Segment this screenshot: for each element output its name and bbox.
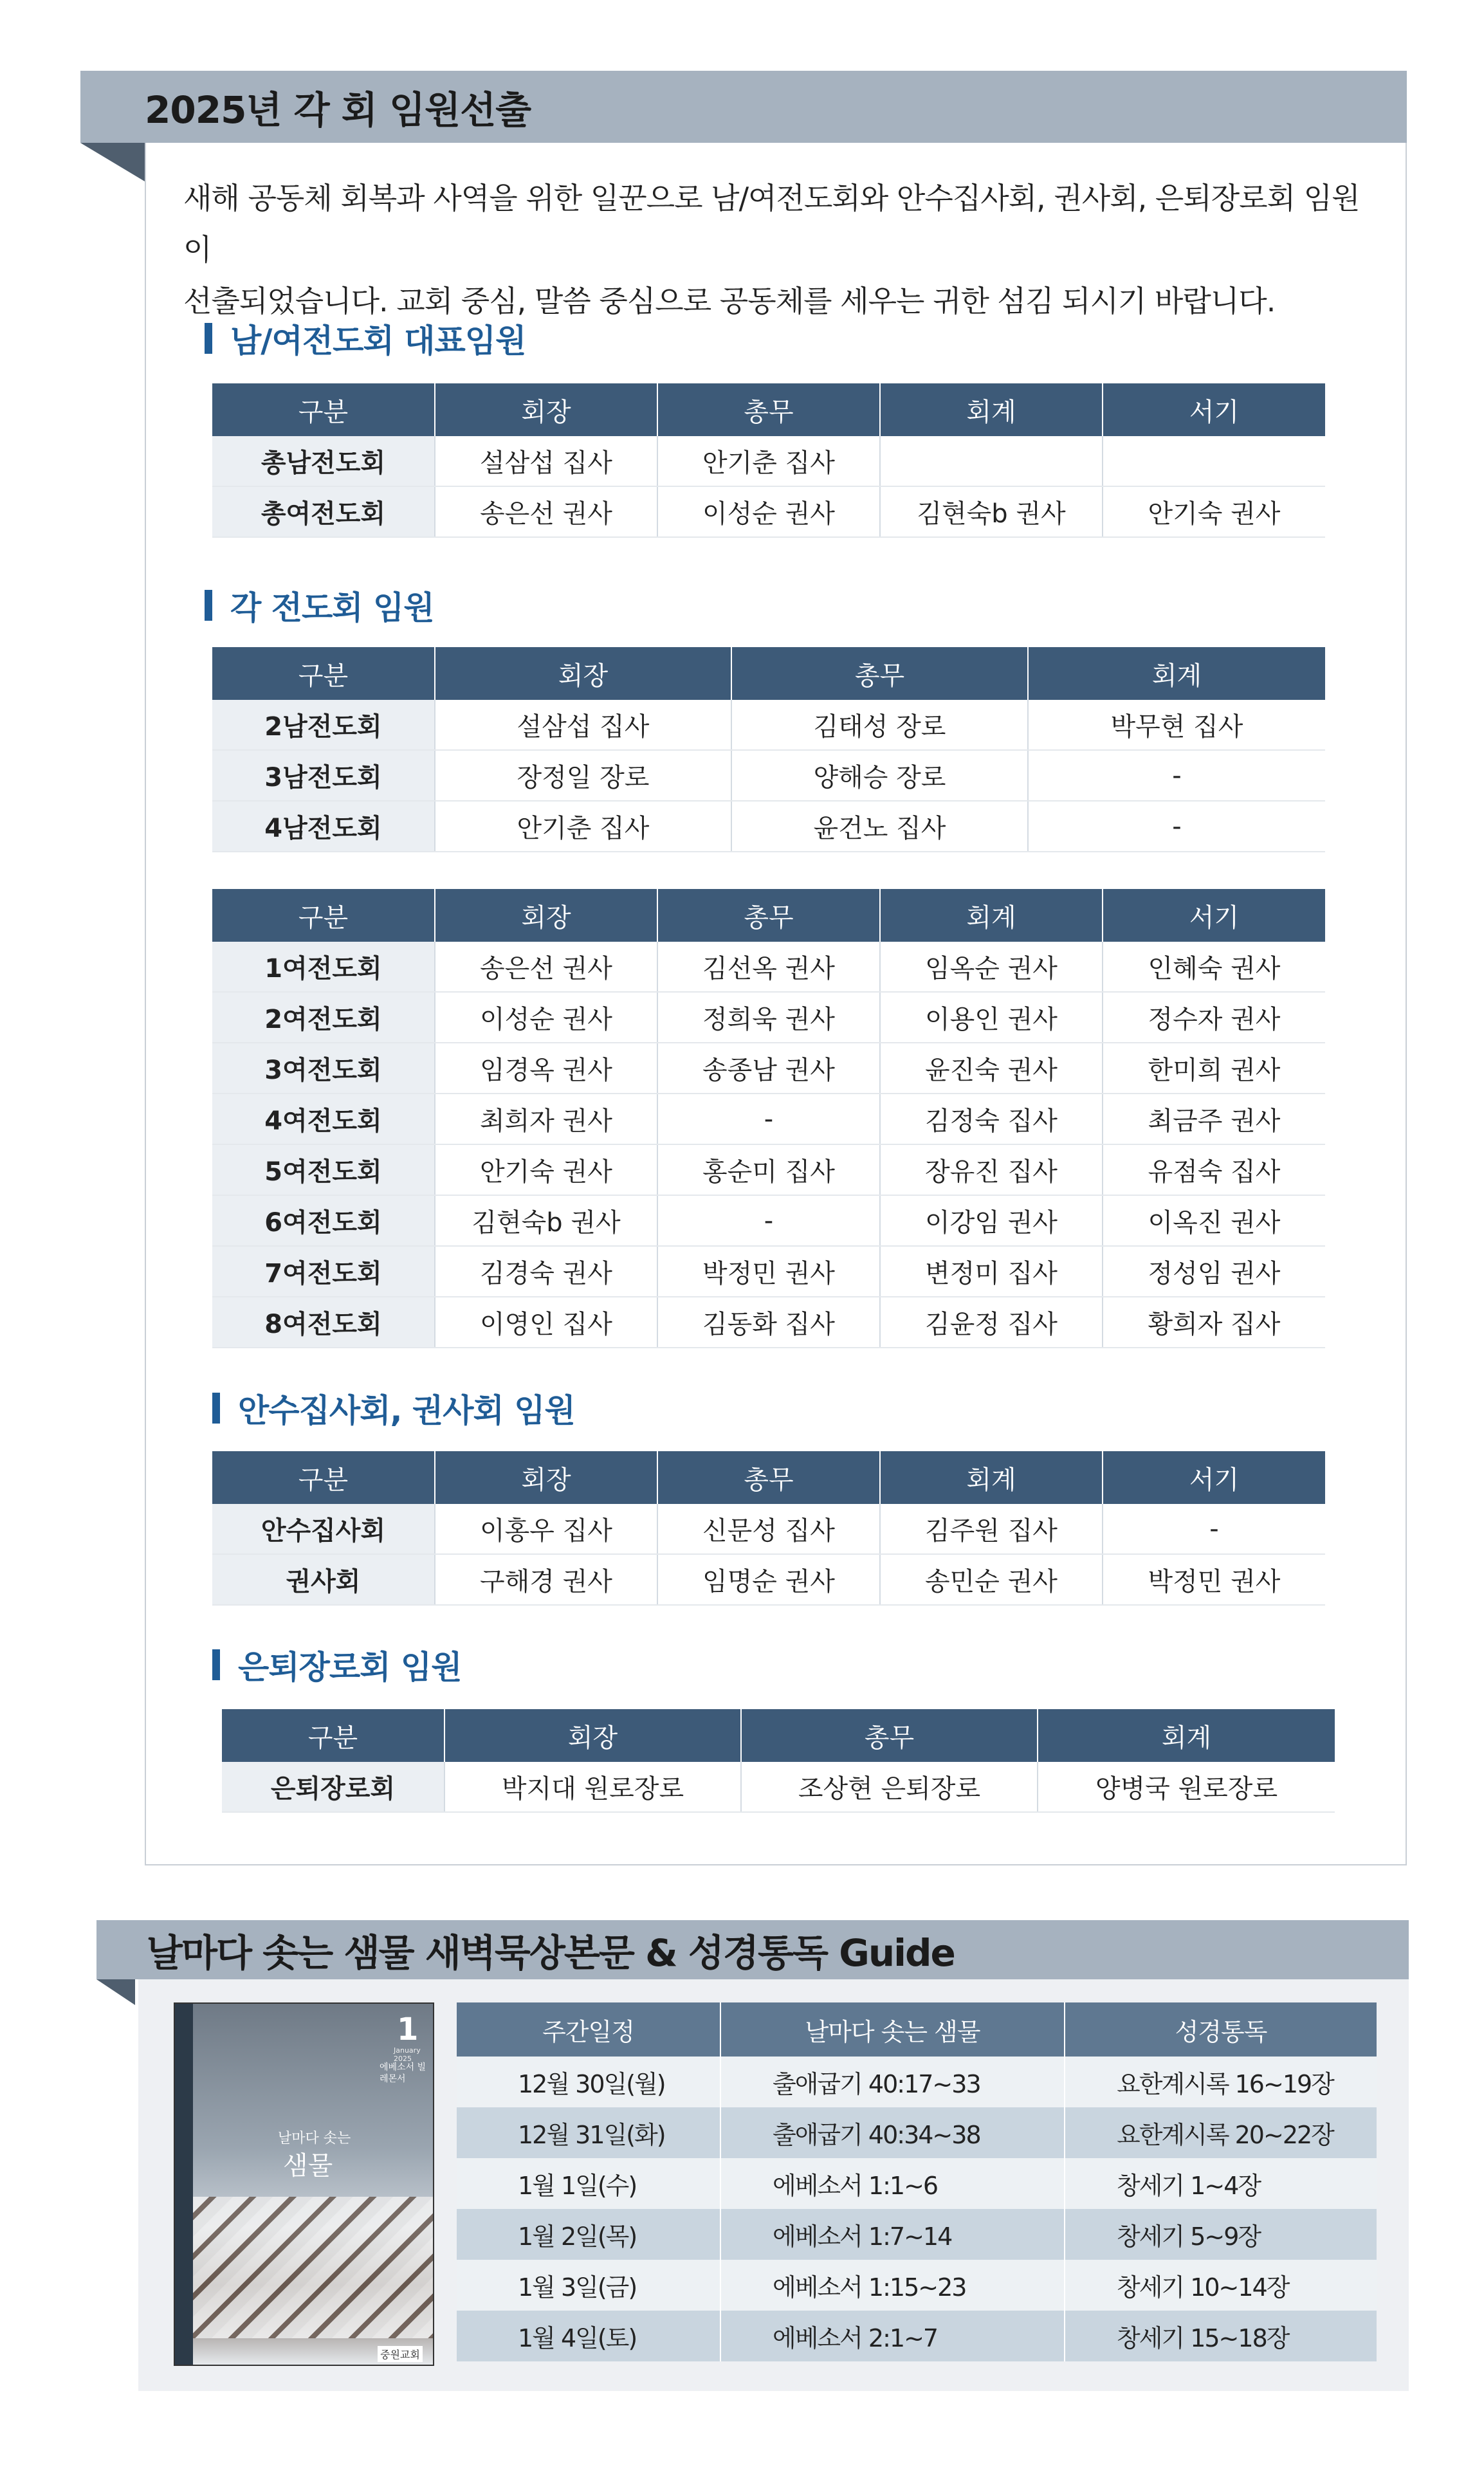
col-header: 날마다 솟는 샘물 [720, 2002, 1065, 2057]
cell: 안기숙 권사 [1103, 486, 1325, 537]
cover-publisher: 중원교회 [378, 2346, 423, 2362]
table-row [212, 1554, 1325, 1605]
cell: 12월 30일(월) [457, 2057, 720, 2107]
cell: 양해승 장로 [731, 750, 1028, 801]
cell: 윤건노 집사 [731, 801, 1028, 852]
cell: 출애굽기 40:34~38 [720, 2107, 1065, 2158]
cell: 안기춘 집사 [657, 436, 880, 486]
cell: - [1028, 750, 1325, 801]
cell: 송민순 권사 [880, 1554, 1103, 1605]
cell: 박정민 권사 [1103, 1554, 1325, 1605]
cell: 황희자 집사 [1103, 1297, 1325, 1348]
cell: 안수집사회 [212, 1504, 435, 1554]
guide-banner [96, 1920, 1409, 1979]
table-row [212, 992, 1325, 1043]
cell: 이영인 집사 [435, 1297, 657, 1348]
cell: 정희욱 권사 [657, 992, 880, 1043]
deacon-table [212, 1451, 1325, 1606]
col-header: 회장 [435, 889, 657, 942]
rep-heading-text: 남/여전도회 대표임원 [230, 322, 526, 360]
cell: 1월 1일(수) [457, 2158, 720, 2209]
col-header: 구분 [212, 1451, 435, 1504]
cell: 유점숙 집사 [1103, 1144, 1325, 1195]
cell: 최금주 권사 [1103, 1094, 1325, 1144]
cell: 1여전도회 [212, 942, 435, 992]
cell: 설삼섭 집사 [435, 436, 657, 486]
cell: - [657, 1094, 880, 1144]
cell: 송은선 권사 [435, 486, 657, 537]
cell: 김정숙 집사 [880, 1094, 1103, 1144]
intro-line-2: 선출되었습니다. 교회 중심, 말씀 중심으로 공동체를 세우는 귀한 섬김 되시기 바랍니다. [183, 284, 1276, 318]
heading-bar [212, 1393, 220, 1424]
each-heading [205, 582, 434, 628]
cell: 이성순 권사 [435, 992, 657, 1043]
table-row [212, 486, 1325, 537]
cell: 요한계시록 16~19장 [1065, 2057, 1377, 2107]
cell: 김경숙 권사 [435, 1246, 657, 1297]
cell: - [1028, 801, 1325, 852]
cell: 이강임 권사 [880, 1195, 1103, 1246]
cell [880, 436, 1103, 486]
table-row [212, 1144, 1325, 1195]
col-header: 서기 [1103, 889, 1325, 942]
heading-bar [205, 590, 212, 621]
banner-fold [96, 1979, 135, 2005]
cell: 5여전도회 [212, 1144, 435, 1195]
cell: - [657, 1195, 880, 1246]
devotional-cover-image [174, 2002, 434, 2366]
col-header: 회장 [435, 383, 657, 436]
cover-spine [175, 2004, 193, 2365]
col-header: 주간일정 [457, 2002, 720, 2057]
cell: 송종남 권사 [657, 1043, 880, 1094]
cell: 4남전도회 [212, 801, 435, 852]
intro-line-1: 새해 공동체 회복과 사역을 위한 일꾼으로 남/여전도회와 안수집사회, 권사회, 은퇴장로회 임원이 [183, 181, 1360, 267]
cell: 에베소서 1:15~23 [720, 2260, 1065, 2311]
cell: 요한계시록 20~22장 [1065, 2107, 1377, 2158]
each-heading-text: 각 전도회 임원 [230, 589, 434, 627]
cell: 김주원 집사 [880, 1504, 1103, 1554]
cell: 3여전도회 [212, 1043, 435, 1094]
guide-title: 날마다 솟는 샘물 새벽묵상본문 & 성경통독 Guide [147, 1931, 955, 1975]
cell: 안기춘 집사 [435, 801, 731, 852]
cell: 신문성 집사 [657, 1504, 880, 1554]
women-society-table [212, 889, 1325, 1348]
cell: 창세기 1~4장 [1065, 2158, 1377, 2209]
cell: 김동화 집사 [657, 1297, 880, 1348]
table-row [457, 2158, 1377, 2209]
table-row [212, 1297, 1325, 1348]
col-header: 총무 [657, 889, 880, 942]
cell: 장유진 집사 [880, 1144, 1103, 1195]
retired-heading-text: 은퇴장로회 임원 [238, 1649, 462, 1686]
table-row [212, 1043, 1325, 1094]
cell: 7여전도회 [212, 1246, 435, 1297]
intro-paragraph [183, 172, 1380, 327]
table-row [212, 1504, 1325, 1554]
col-header: 회장 [435, 647, 731, 700]
cell: 최희자 권사 [435, 1094, 657, 1144]
retired-table [222, 1709, 1335, 1813]
cell: 임옥순 권사 [880, 942, 1103, 992]
cell: 윤진숙 권사 [880, 1043, 1103, 1094]
cell: 홍순미 집사 [657, 1144, 880, 1195]
cell: 3남전도회 [212, 750, 435, 801]
col-header: 회계 [880, 889, 1103, 942]
table-header-row [212, 383, 1325, 436]
cell: 정수자 권사 [1103, 992, 1325, 1043]
table-header-row [212, 1451, 1325, 1504]
table-row [212, 700, 1325, 750]
table-row [212, 1246, 1325, 1297]
col-header: 총무 [657, 383, 880, 436]
table-row [457, 2311, 1377, 2361]
heading-bar [205, 323, 212, 354]
table-row [457, 2057, 1377, 2107]
cell: 임명순 권사 [657, 1554, 880, 1605]
col-header: 서기 [1103, 383, 1325, 436]
table-row [212, 750, 1325, 801]
cell: 총남전도회 [212, 436, 435, 486]
deacon-heading-text: 안수집사회, 권사회 임원 [238, 1392, 575, 1429]
cell: 송은선 권사 [435, 942, 657, 992]
cell: 이옥진 권사 [1103, 1195, 1325, 1246]
cell: 창세기 5~9장 [1065, 2209, 1377, 2260]
cell: 6여전도회 [212, 1195, 435, 1246]
cell: 이용인 권사 [880, 992, 1103, 1043]
col-header: 성경통독 [1065, 2002, 1377, 2057]
col-header: 회장 [444, 1709, 741, 1762]
cover-book: 에베소서 빌레몬서 [380, 2062, 426, 2084]
cell: 창세기 15~18장 [1065, 2311, 1377, 2361]
rep-heading [205, 315, 526, 362]
guide-table [457, 2002, 1377, 2361]
cell: 조상현 은퇴장로 [741, 1762, 1038, 1812]
table-row [457, 2260, 1377, 2311]
col-header: 회장 [435, 1451, 657, 1504]
col-header: 회계 [1028, 647, 1325, 700]
cell: 정성임 권사 [1103, 1246, 1325, 1297]
table-row [212, 942, 1325, 992]
table-row [222, 1762, 1335, 1812]
cell: 총여전도회 [212, 486, 435, 537]
cell: 이홍우 집사 [435, 1504, 657, 1554]
table-row [212, 436, 1325, 486]
cell: 2여전도회 [212, 992, 435, 1043]
table-row [212, 1094, 1325, 1144]
cell: 창세기 10~14장 [1065, 2260, 1377, 2311]
col-header: 구분 [212, 383, 435, 436]
cell: 1월 3일(금) [457, 2260, 720, 2311]
table-row [457, 2107, 1377, 2158]
cell: 인혜숙 권사 [1103, 942, 1325, 992]
col-header: 구분 [222, 1709, 444, 1762]
cell: 안기숙 권사 [435, 1144, 657, 1195]
cell: 변정미 집사 [880, 1246, 1103, 1297]
col-header: 구분 [212, 647, 435, 700]
cell [1103, 436, 1325, 486]
table-row [212, 801, 1325, 852]
col-header: 회계 [1038, 1709, 1335, 1762]
cell: 구해경 권사 [435, 1554, 657, 1605]
cell: 2남전도회 [212, 700, 435, 750]
cell: 출애굽기 40:17~33 [720, 2057, 1065, 2107]
col-header: 회계 [880, 1451, 1103, 1504]
cell: 에베소서 1:7~14 [720, 2209, 1065, 2260]
cell: 양병국 원로장로 [1038, 1762, 1335, 1812]
cell: 권사회 [212, 1554, 435, 1605]
rep-table [212, 383, 1325, 538]
table-row [457, 2209, 1377, 2260]
col-header: 총무 [657, 1451, 880, 1504]
cell: 한미희 권사 [1103, 1043, 1325, 1094]
col-header: 회계 [880, 383, 1103, 436]
table-header-row [222, 1709, 1335, 1762]
cell: 김선옥 권사 [657, 942, 880, 992]
banner-fold [80, 143, 145, 181]
cell: 장정일 장로 [435, 750, 731, 801]
cell: 박정민 권사 [657, 1246, 880, 1297]
cell: 임경옥 권사 [435, 1043, 657, 1094]
cell: 1월 2일(목) [457, 2209, 720, 2260]
table-row [212, 1195, 1325, 1246]
col-header: 구분 [212, 889, 435, 942]
cell: 에베소서 2:1~7 [720, 2311, 1065, 2361]
cell: 박무현 집사 [1028, 700, 1325, 750]
cover-title-small: 날마다 솟는 [278, 2130, 351, 2147]
heading-bar [212, 1649, 220, 1680]
cell: 이성순 권사 [657, 486, 880, 537]
deacon-heading [212, 1385, 575, 1431]
snow-village-illustration [193, 2197, 434, 2338]
cell: 김현숙b 권사 [435, 1195, 657, 1246]
table-header-row [212, 647, 1325, 700]
cell: 설삼섭 집사 [435, 700, 731, 750]
cell: 은퇴장로회 [222, 1762, 444, 1812]
cell: 에베소서 1:1~6 [720, 2158, 1065, 2209]
officers-title: 2025년 각 회 임원선출 [145, 88, 531, 132]
col-header: 총무 [731, 647, 1028, 700]
officers-banner [80, 71, 1407, 143]
cell: 김윤정 집사 [880, 1297, 1103, 1348]
cell: 12월 31일(화) [457, 2107, 720, 2158]
col-header: 서기 [1103, 1451, 1325, 1504]
cell: 4여전도회 [212, 1094, 435, 1144]
retired-heading [212, 1642, 462, 1688]
cell: 김태성 장로 [731, 700, 1028, 750]
cover-issue-number: 1 [397, 2011, 419, 2048]
men-society-table [212, 647, 1325, 852]
cover-month: January 2025 [394, 2046, 421, 2063]
table-header-row [457, 2002, 1377, 2057]
col-header: 총무 [741, 1709, 1038, 1762]
cell: 8여전도회 [212, 1297, 435, 1348]
cell: - [1103, 1504, 1325, 1554]
cell: 박지대 원로장로 [444, 1762, 741, 1812]
cover-title-big: 샘물 [283, 2151, 333, 2181]
cell: 1월 4일(토) [457, 2311, 720, 2361]
table-header-row [212, 889, 1325, 942]
cell: 김현숙b 권사 [880, 486, 1103, 537]
